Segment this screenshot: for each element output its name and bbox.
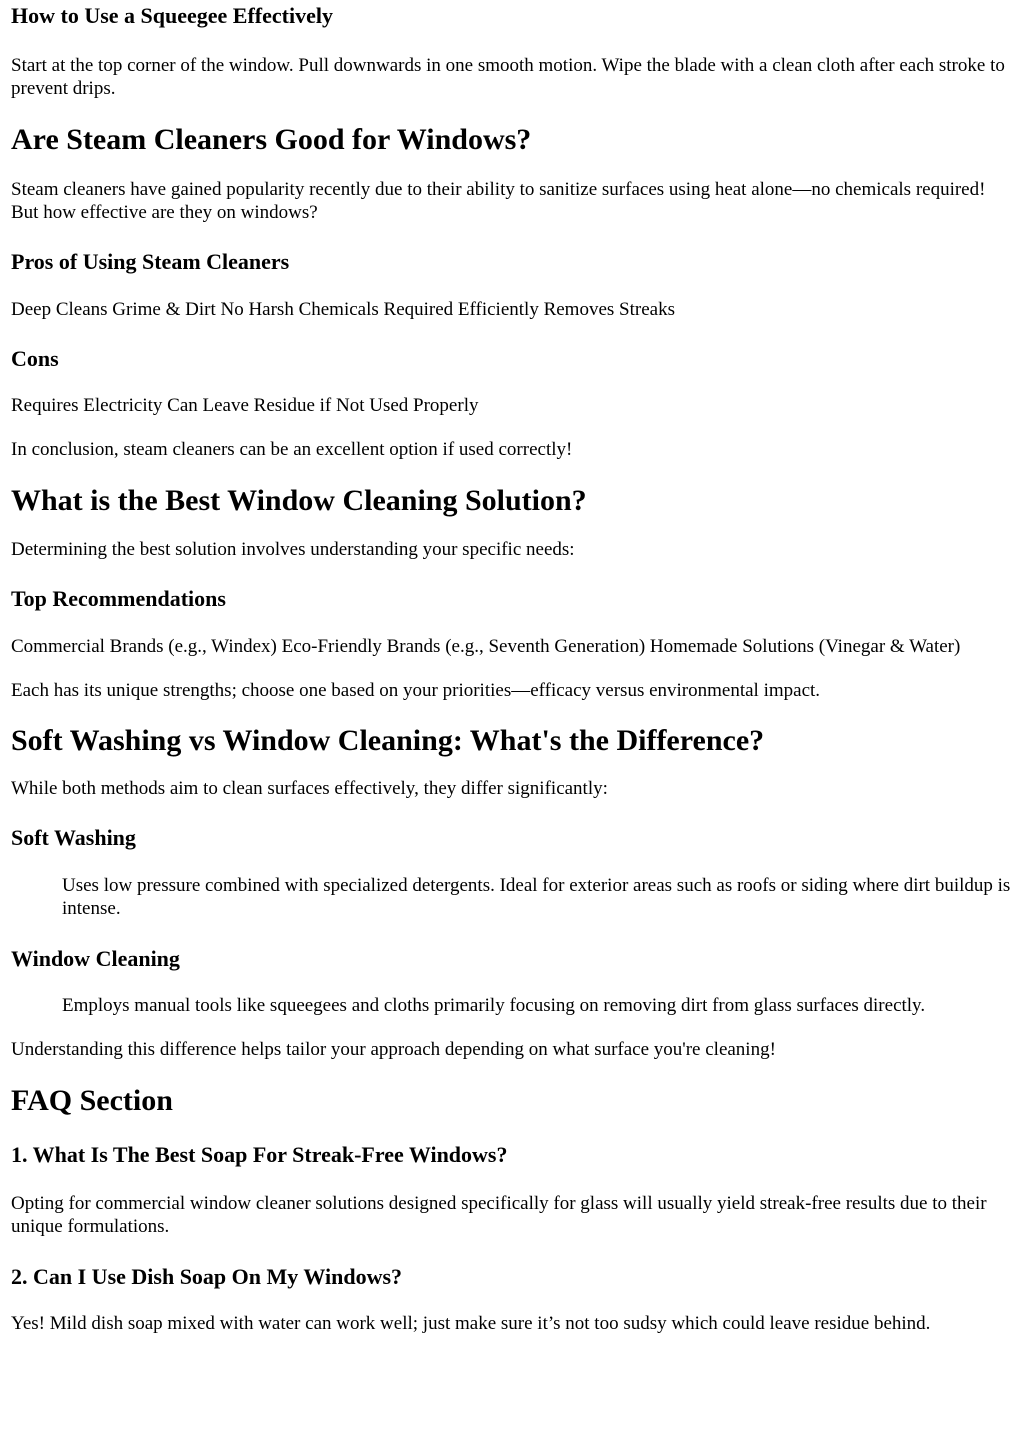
faq-heading: FAQ Section xyxy=(11,1084,173,1117)
steam-pros-heading: Pros of Using Steam Cleaners xyxy=(11,249,290,274)
article xyxy=(0,2,1024,1335)
steam-conclusion: In conclusion, steam cleaners can be an excellent option if used correctly! xyxy=(11,439,573,460)
soft-washing-heading: Soft Washing xyxy=(11,825,136,850)
faq-question-1: 1. What Is The Best Soap For Streak-Free Windows? xyxy=(11,1142,508,1167)
faq-answer-2: Yes! Mild dish soap mixed with water can work well; just make sure it’s not too sudsy which could leave residue behind. xyxy=(11,1313,931,1334)
window-cleaning-heading: Window Cleaning xyxy=(11,946,180,971)
window-cleaning-description: Employs manual tools like squeegees and cloths primarily focusing on removing dirt from glass surfaces directly. xyxy=(62,995,926,1016)
faq-answer-1: Opting for commercial window cleaner solutions designed specifically for glass will usually yield streak-free results due to their unique formulations. xyxy=(11,1193,987,1237)
softwash-closing: Understanding this difference helps tailor your approach depending on what surface you're cleaning! xyxy=(11,1039,776,1060)
solution-heading: What is the Best Window Cleaning Solution? xyxy=(11,484,587,517)
solution-intro: Determining the best solution involves understanding your specific needs: xyxy=(11,539,575,560)
steam-intro: Steam cleaners have gained popularity recently due to their ability to sanitize surfaces using heat alone—no chemicals required! But how effective are they on windows? xyxy=(11,179,986,223)
soft-washing-description: Uses low pressure combined with specialized detergents. Ideal for exterior areas such as roofs or siding where dirt buildup is intense. xyxy=(62,875,1011,919)
recommendations-list: Commercial Brands (e.g., Windex) Eco-Friendly Brands (e.g., Seventh Generation) Homemade Solutions (Vinegar & Water) xyxy=(11,636,961,657)
squeegee-text: Start at the top corner of the window. Pull downwards in one smooth motion. Wipe the blade with a clean cloth after each stroke to prevent drips. xyxy=(11,55,1005,99)
faq-question-2: 2. Can I Use Dish Soap On My Windows? xyxy=(11,1264,403,1289)
softwash-intro: While both methods aim to clean surfaces effectively, they differ significantly: xyxy=(11,778,608,799)
steam-cons-list: Requires Electricity Can Leave Residue if Not Used Properly xyxy=(11,395,479,416)
squeegee-heading: How to Use a Squeegee Effectively xyxy=(11,3,333,28)
recommendations-heading: Top Recommendations xyxy=(11,586,226,611)
steam-cons-heading: Cons xyxy=(11,346,59,371)
steam-heading: Are Steam Cleaners Good for Windows? xyxy=(11,123,532,156)
solution-closing: Each has its unique strengths; choose one based on your priorities—efficacy versus environmental impact. xyxy=(11,680,821,701)
softwash-heading: Soft Washing vs Window Cleaning: What's the Difference? xyxy=(11,724,765,757)
steam-pros-list: Deep Cleans Grime & Dirt No Harsh Chemicals Required Efficiently Removes Streaks xyxy=(11,299,675,320)
